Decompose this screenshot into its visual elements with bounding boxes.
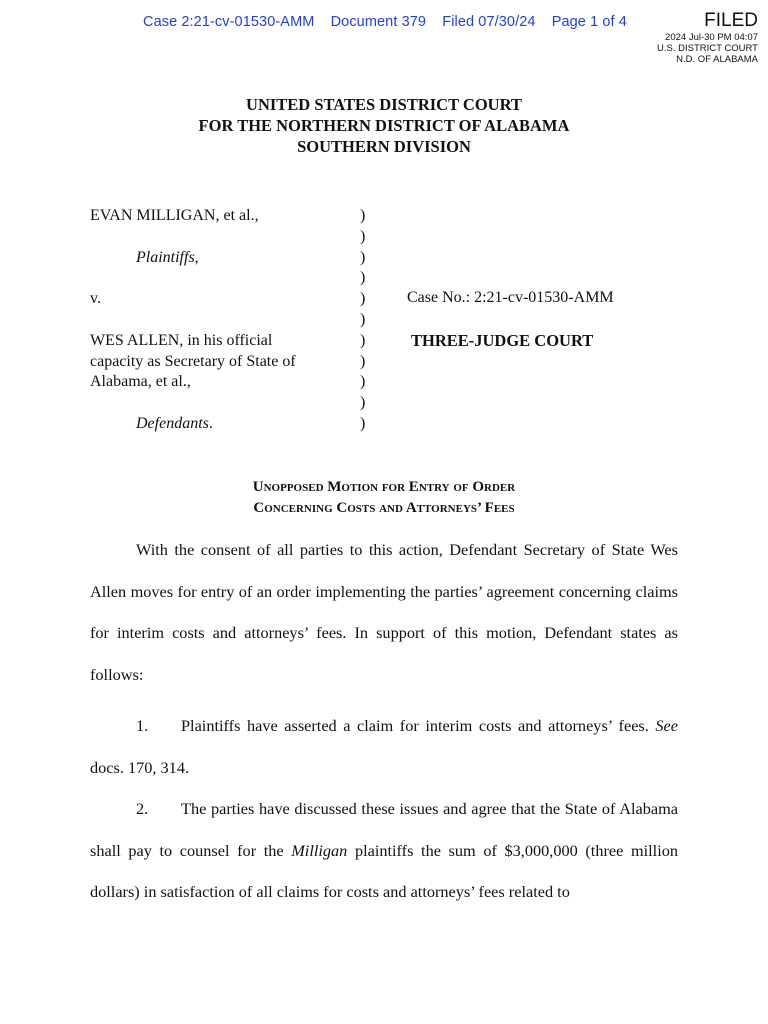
filed-label: FILED <box>704 10 758 31</box>
paragraph-number: 1. <box>136 716 149 735</box>
caption-paren: ) <box>360 331 366 349</box>
court-district: FOR THE NORTHERN DISTRICT OF ALABAMA <box>198 116 570 135</box>
paragraph-text: The parties have discussed these issues and agree that the State of Alabama shall pay to counsel for the <box>90 799 678 860</box>
court-name: UNITED STATES DISTRICT COURT <box>246 95 522 114</box>
court-division: SOUTHERN DIVISION <box>297 137 471 156</box>
caption-paren: ) <box>360 373 366 391</box>
paragraph-text-cont: plaintiffs the sum of $3,000,000 (three million dollars) in satisfaction of all claims for costs and attorneys’ fees related to <box>90 840 679 901</box>
defendant-line-2: capacity as Secretary of State of <box>90 352 296 370</box>
caption-paren: ) <box>360 269 366 287</box>
caption-paren: ) <box>360 310 366 328</box>
defendant-line-3: Alabama, et al., <box>90 373 191 391</box>
see-signal: See <box>655 716 678 735</box>
caption-paren: ) <box>360 394 366 412</box>
numbered-paragraph-1 <box>90 705 678 788</box>
caption-paren: ) <box>360 290 366 308</box>
paragraph-number: 2. <box>136 799 149 818</box>
stamp-district: N.D. OF ALABAMA <box>676 54 758 65</box>
case-number-header: Case 2:21-cv-01530-AMM <box>143 14 315 30</box>
caption-parentheses <box>360 206 365 435</box>
defendant-line-1: WES ALLEN, in his official <box>90 331 273 349</box>
numbered-paragraph-2 <box>90 788 678 913</box>
court-heading <box>0 94 768 157</box>
page-number-header: Page 1 of 4 <box>551 14 627 30</box>
caption-paren: ) <box>360 414 366 432</box>
plaintiff-name: EVAN MILLIGAN, et al., <box>90 207 259 224</box>
milligan-name: Milligan <box>291 840 348 860</box>
intro-paragraph: With the consent of all parties to this action, Defendant Secretary of State Wes Allen moves for entry of an order implementing the parties’ agreement concerning claims for interim costs and attorneys’ fees. In support of this motion, Defendant states as follows: <box>90 540 678 684</box>
filed-stamp <box>657 10 758 65</box>
caption-paren: ) <box>360 248 366 266</box>
motion-title-line-1: Unopposed Motion for Entry of Order <box>252 479 516 495</box>
document-number-header: Document 379 <box>330 14 427 30</box>
versus: v. <box>90 290 101 308</box>
ecf-header <box>143 14 639 30</box>
filed-date-header: Filed 07/30/24 <box>442 14 536 30</box>
defendants-designation: Defendants. <box>136 414 213 432</box>
case-caption-parties <box>90 206 350 435</box>
doc-references: docs. 170, 314. <box>90 757 190 777</box>
filed-timestamp: 2024 Jul-30 PM 04:07 <box>665 32 758 43</box>
stamp-court: U.S. DISTRICT COURT <box>657 43 758 54</box>
plaintiffs-designation: Plaintiffs, <box>136 248 199 266</box>
caption-paren: ) <box>360 207 366 224</box>
three-judge-court: THREE-JUDGE COURT <box>411 331 594 350</box>
caption-paren: ) <box>360 352 366 370</box>
motion-title-line-2: Concerning Costs and Attorneys’ Fees <box>253 500 515 516</box>
caption-paren: ) <box>360 227 366 245</box>
paragraph-text: Plaintiffs have asserted a claim for interim costs and attorneys’ fees. <box>181 716 649 735</box>
case-number: Case No.: 2:21-cv-01530-AMM <box>407 289 614 306</box>
motion-title <box>0 477 768 519</box>
